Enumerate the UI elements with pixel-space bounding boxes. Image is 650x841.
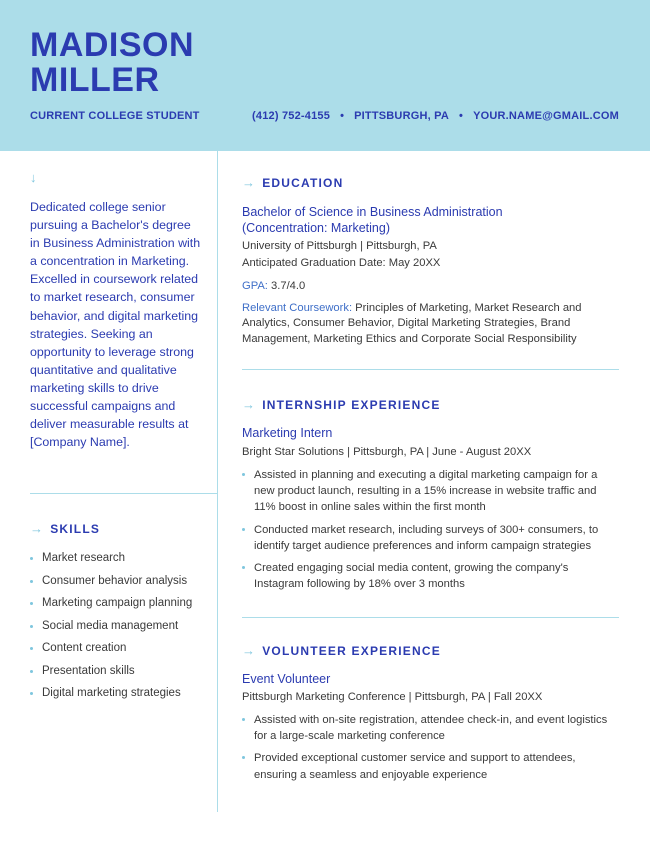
arrow-right-icon: → (242, 643, 257, 658)
phone: (412) 752-4155 (252, 110, 331, 122)
separator-dot: • (340, 110, 345, 122)
volunteer-block (242, 671, 619, 789)
last-name: MILLER (30, 61, 160, 99)
degree-concentration: (Concentration: Marketing) (242, 221, 390, 235)
skill-item: Social media management (30, 618, 192, 641)
volunteer-heading-label: VOLUNTEER EXPERIENCE (262, 643, 441, 658)
arrow-right-icon: → (242, 397, 257, 412)
skill-item: Market research (30, 550, 192, 573)
volunteer-meta: Pittsburgh Marketing Conference | Pittsburgh, PA | Fall 20XX (242, 691, 543, 703)
left-section-divider (30, 493, 217, 494)
coursework-label: Relevant Coursework: (242, 302, 353, 314)
arrow-right-icon: → (242, 175, 257, 190)
skill-item: Digital marketing strategies (30, 685, 192, 708)
internship-meta: Bright Star Solutions | Pittsburgh, PA | June - August 20XX (242, 446, 532, 458)
candidate-subtitle: CURRENT COLLEGE STUDENT (30, 110, 200, 122)
degree-title: Bachelor of Science in Business Administration (242, 205, 503, 219)
skills-heading-label: SKILLS (50, 521, 101, 536)
column-divider (217, 151, 218, 812)
summary-text: Dedicated college senior pursuing a Bachelor's degree in Business Administration with a concentration in Marketing. Excelled in coursework related to market research, consumer behavior, and digital marketing strategies. Seeking an opportunity to leverage strong quantitative and qualitative marketing skills to drive successful campaigns and deliver measurable results at [Company Name]. (30, 200, 201, 450)
gpa-value: 3.7/4.0 (271, 280, 306, 292)
education-heading-label: EDUCATION (262, 175, 344, 190)
skill-item: Content creation (30, 640, 192, 663)
location: PITTSBURGH, PA (354, 110, 450, 122)
header-banner (0, 0, 650, 151)
volunteer-heading (242, 643, 441, 658)
skills-heading (30, 521, 100, 536)
internship-heading (242, 397, 441, 412)
education-heading (242, 175, 343, 190)
internship-bullets (242, 467, 619, 592)
skills-list (30, 550, 192, 708)
skill-item: Presentation skills (30, 663, 192, 686)
graduation-line: Anticipated Graduation Date: May 20XX (242, 257, 441, 269)
coursework-line (242, 301, 619, 347)
internship-role: Marketing Intern (242, 426, 333, 440)
bullet-item: Assisted in planning and executing a digital marketing campaign for a new product launch, resulting in a 15% increase in website traffic and 11% boost in online sales within the first month (242, 467, 619, 516)
volunteer-role: Event Volunteer (242, 672, 331, 686)
education-block (242, 204, 619, 347)
skill-item: Marketing campaign planning (30, 595, 192, 618)
gpa-label: GPA: (242, 280, 268, 292)
bullet-item: Created engaging social media content, growing the company's Instagram following by 18% over 3 months (242, 560, 619, 592)
email-link[interactable]: YOUR.NAME@GMAIL.COM (473, 110, 619, 122)
section-divider (242, 617, 619, 618)
candidate-name (30, 28, 194, 98)
internship-heading-label: INTERNSHIP EXPERIENCE (262, 397, 441, 412)
bullet-item: Assisted with on-site registration, attendee check-in, and event logistics for a large-scale marketing conference (242, 712, 619, 744)
bullet-item: Conducted market research, including surveys of 300+ consumers, to identify target audience preferences and inform campaign strategies (242, 522, 619, 554)
bullet-item: Provided exceptional customer service and support to attendees, ensuring a seamless and enjoyable experience (242, 750, 619, 782)
arrow-down-icon: ↓ (30, 170, 37, 185)
volunteer-bullets (242, 712, 619, 783)
separator-dot: • (459, 110, 464, 122)
school-line: University of Pittsburgh | Pittsburgh, PA (242, 240, 437, 252)
skill-item: Consumer behavior analysis (30, 573, 192, 596)
first-name: MADISON (30, 26, 195, 64)
arrow-right-icon: → (30, 521, 45, 536)
contact-info (252, 110, 619, 122)
section-divider (242, 369, 619, 370)
gpa-line (242, 278, 619, 294)
internship-block (242, 425, 619, 598)
coursework-text: Principles of Marketing, Market Research and Analytics, Consumer Behavior, Digital Marketing Strategies, Brand Management, Marketing Ethics and Corporate Social Responsibility (242, 302, 582, 345)
